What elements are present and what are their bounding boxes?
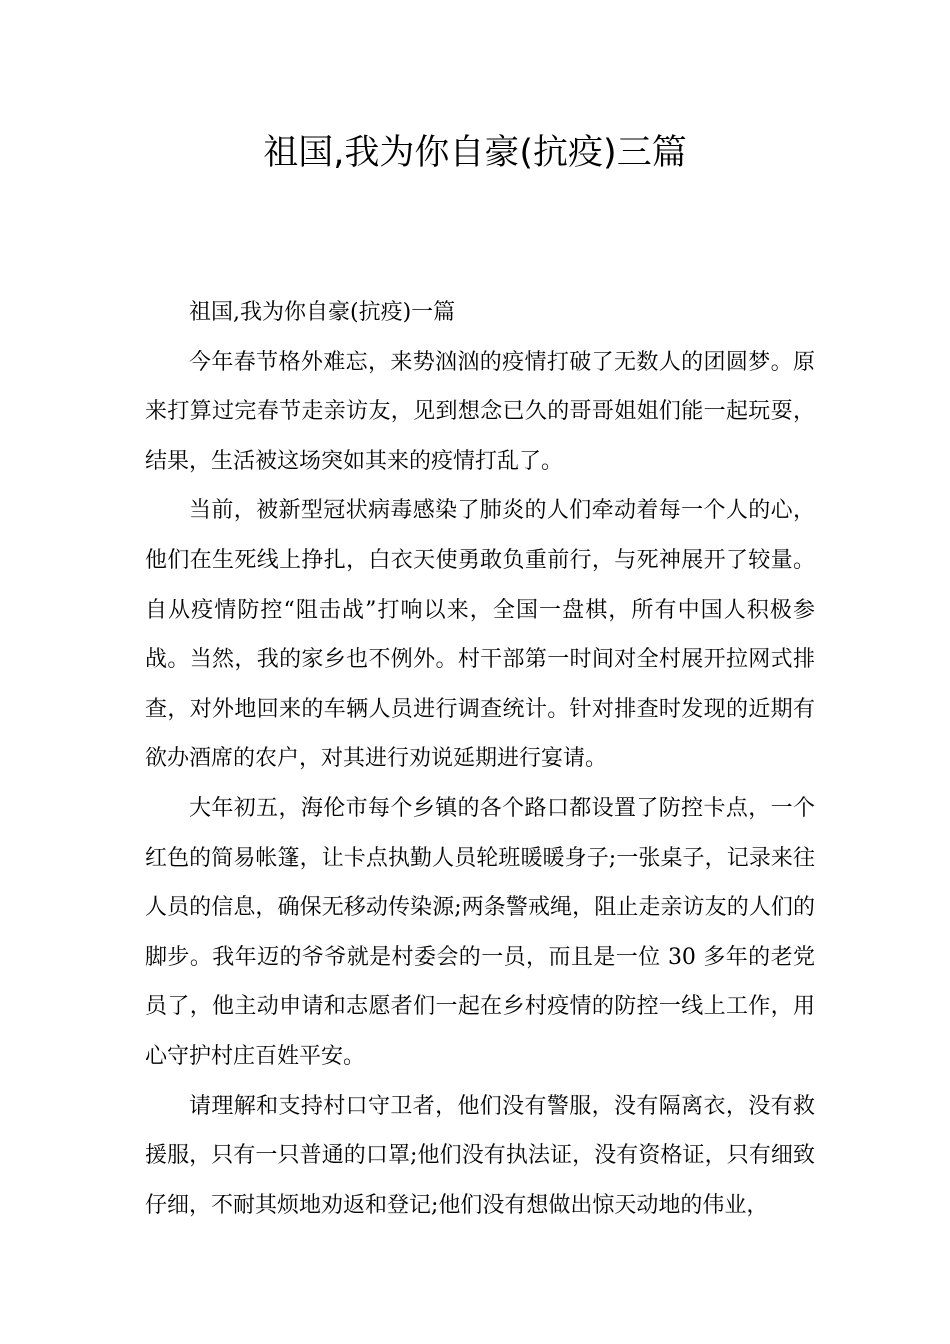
paragraph: 大年初五，海伦市每个乡镇的各个路口都设置了防控卡点，一个红色的简易帐篷，让卡点执勤人员轮班暖暖身子;一张桌子，记录来往人员的信息，确保无移动传染源;两条警戒绳，阻止走亲访友的人们的脚步。我年迈的爷爷就是村委会的一员，而且是一位 30 多年的老党员了，他主动申请和志愿者们一起在乡村疫情的防控一线上工作，用心守护村庄百姓平安。 — [145, 795, 815, 1069]
document-body — [145, 288, 815, 1230]
paragraph: 今年春节格外难忘，来势汹汹的疫情打破了无数人的团圆梦。原来打算过完春节走亲访友，见到想念已久的哥哥姐姐们能一起玩耍，结果，生活被这场突如其来的疫情打乱了。 — [145, 349, 815, 474]
section-heading: 祖国,我为你自豪(抗疫)一篇 — [189, 300, 456, 325]
paragraph: 当前，被新型冠状病毒感染了肺炎的人们牵动着每一个人的心，他们在生死线上挣扎，白衣天使勇敢负重前行，与死神展开了较量。自从疫情防控“阻击战”打响以来，全国一盘棋，所有中国人积极参战。当然，我的家乡也不例外。村干部第一时间对全村展开拉网式排查，对外地回来的车辆人员进行调查统计。针对排查时发现的近期有欲办酒席的农户，对其进行劝说延期进行宴请。 — [145, 498, 815, 772]
paragraph: 请理解和支持村口守卫者，他们没有警服，没有隔离衣，没有救援服，只有一只普通的口罩;他们没有执法证，没有资格证，只有细致仔细，不耐其烦地劝返和登记;他们没有想做出惊天动地的伟业， — [145, 1093, 815, 1218]
document-title: 祖国,我为你自豪(抗疫)三篇 — [263, 133, 687, 173]
